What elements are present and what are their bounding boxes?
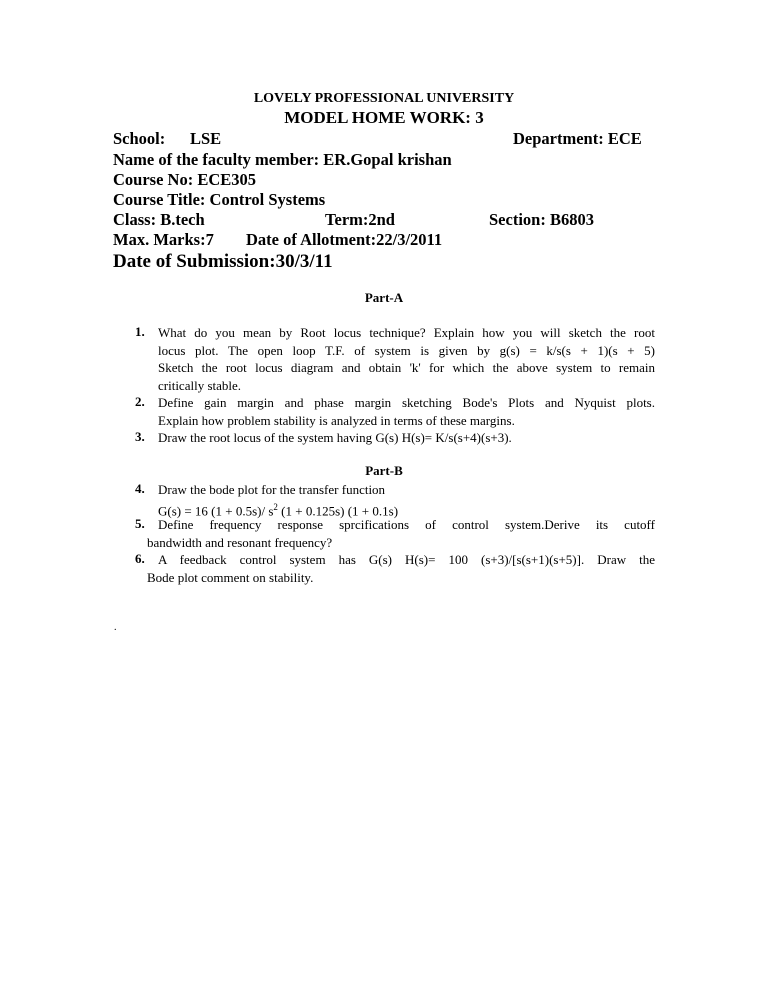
question-number: 5. [135,516,145,531]
question-text [158,324,655,394]
question-line: Define frequency response sprcifications of control system.Derive its cutoff [158,517,655,532]
question-line: A feedback control system has G(s) H(s)= 100 (s+3)/[s(s+1)(s+5)]. Draw the [158,552,655,567]
question-text [158,429,655,447]
equation-part: G(s) = 16 (1 + 0.5s)/ s [158,502,274,518]
term-field: Term:2nd [325,210,395,229]
allotment-date: Date of Allotment:22/3/2011 [246,230,443,249]
question-line: Draw the root locus of the system having G(s) H(s)= K/s(s+4)(s+3). [158,430,512,445]
department: Department: ECE [513,129,642,148]
equation-exponent: 2 [273,501,278,512]
school-label: School: [113,129,166,148]
class-field: Class: B.tech [113,210,205,229]
question-line: locus plot. The open loop T.F. of system is given by g(s) = k/s(s + 1)(s + 5) [158,342,655,358]
question-number: 2. [135,394,145,409]
document-title: MODEL HOME WORK: 3 [284,108,484,127]
submission-date: Date of Submission:30/3/11 [113,251,333,272]
stray-mark: . [114,622,117,633]
question-number: 3. [135,429,145,444]
question-text [147,516,655,551]
question-line: Sketch the root locus diagram and obtain 'k' for which the above system to remain [158,360,655,375]
max-marks: Max. Marks:7 [113,230,214,249]
question-number: 1. [135,324,145,339]
question-line: Draw the bode plot for the transfer function [158,482,386,497]
question-number: 6. [135,551,145,566]
question-line: critically stable. [158,377,242,393]
university-name: LOVELY PROFESSIONAL UNIVERSITY [253,91,515,106]
question-line: Bode plot comment on stability. [147,569,314,585]
question-text [147,551,655,586]
part-a-heading: Part-A [364,290,404,305]
section-field: Section: B6803 [489,210,594,229]
course-number: Course No: ECE305 [113,170,256,189]
question-text [158,394,655,429]
question-text [158,481,655,519]
question-line: What do you mean by Root locus technique? Explain how you will sketch the root [158,325,655,340]
question-line: Explain how problem stability is analyzed in terms of these margins. [158,412,515,428]
course-title: Course Title: Control Systems [113,190,326,209]
question-line: bandwidth and resonant frequency? [147,534,333,550]
question-line: Define gain margin and phase margin sketching Bode's Plots and Nyquist plots. [158,395,655,410]
equation-part: (1 + 0.125s) (1 + 0.1s) [277,502,399,518]
part-b-heading: Part-B [365,463,403,478]
faculty-name: Name of the faculty member: ER.Gopal krishan [113,150,452,169]
question-number: 4. [135,481,145,496]
school-value: LSE [190,129,222,148]
